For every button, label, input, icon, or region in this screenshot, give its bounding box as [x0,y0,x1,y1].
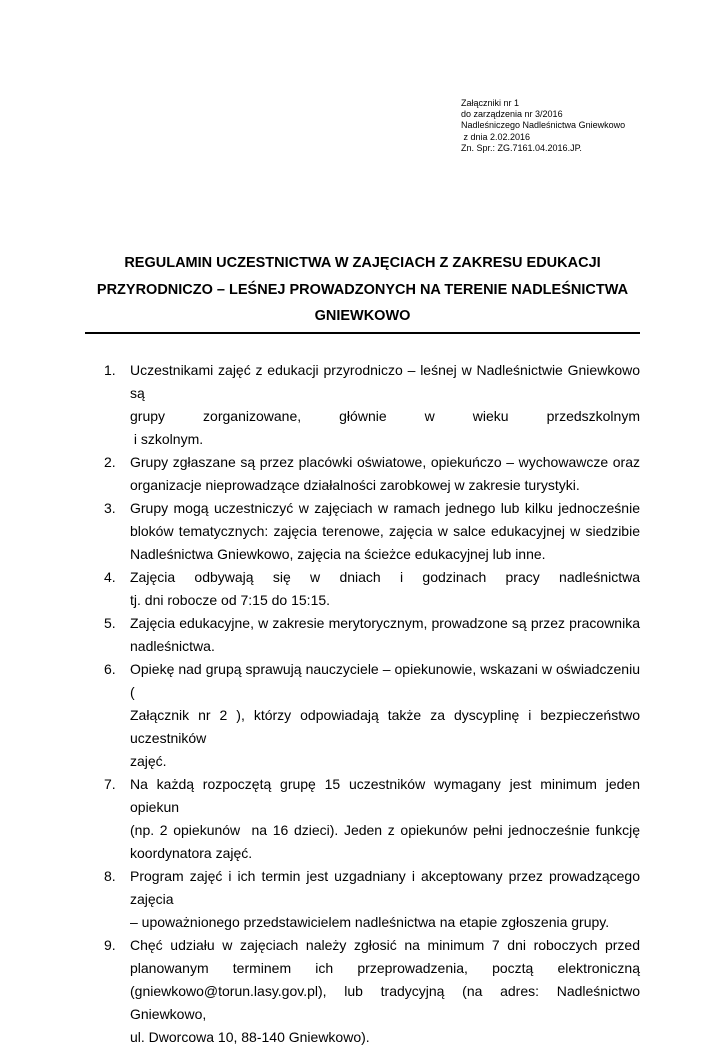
list-item [104,566,640,612]
regulations-list [104,359,640,1049]
item-number: 2. [104,454,116,470]
item-text-line: bloków tematycznych: zajęcia terenowe, zajęcia w salce edukacyjnej w siedzibie [130,523,640,539]
list-item [104,773,640,865]
item-number: 7. [104,776,116,792]
item-text-line: Opiekę nad grupą sprawują nauczyciele – opiekunowie, wskazani w oświadczeniu ( [130,661,640,700]
item-text-line: Zajęcia odbywają się w dniach i godzinach pracy nadleśnictwa [130,569,640,585]
attachment-note-line: Załączniki nr 1 [461,98,520,108]
item-number: 1. [104,362,116,378]
item-text-line: planowanym terminem ich przeprowadzenia, pocztą elektroniczną [130,960,640,976]
item-number: 5. [104,615,116,631]
item-text-line: Zajęcia edukacyjne, w zakresie merytorycznym, prowadzone są przez pracownika [130,615,640,631]
list-item [104,497,640,566]
item-text-line: (gniewkowo@torun.lasy.gov.pl), lub tradycyjną (na adres: Nadleśnictwo Gniewkowo, [130,983,640,1022]
title-line: REGULAMIN UCZESTNICTWA W ZAJĘCIACH Z ZAKRESU EDUKACJI [124,255,601,271]
title-line: PRZYRODNICZO – LEŚNEJ PROWADZONYCH NA TERENIE NADLEŚNICTWA [96,281,629,298]
attachment-note [461,98,625,154]
item-text-line: tj. dni robocze od 7:15 do 15:15. [130,592,331,608]
list-item [104,934,640,1049]
attachment-note-line: Nadleśniczego Nadleśnictwa Gniewkowo [461,120,626,131]
item-number: 4. [104,569,116,585]
document-title [80,250,645,330]
item-text-line: koordynatora zajęć. [130,845,253,861]
item-text-line: – upoważnionego przedstawicielem nadleśnictwa na etapie zgłoszenia grupy. [130,914,610,930]
attachment-note-line: do zarządzenia nr 3/2016 [461,109,563,120]
item-text-line: (np. 2 opiekunów na 16 dzieci). Jeden z opiekunów pełni jednocześnie funkcję [130,822,640,838]
list-item [104,359,640,451]
attachment-note-line: z dnia 2.02.2016 [461,131,531,142]
item-text-line: nadleśnictwa. [130,638,215,654]
item-text-line: Nadleśnictwa Gniewkowo, zajęcia na ścieżce edukacyjnej lub inne. [130,546,546,562]
title-divider [85,332,640,334]
item-text-line: Grupy mogą uczestniczyć w zajęciach w ramach jednego lub kilku jednocześnie [130,500,640,516]
list-item [104,865,640,934]
item-text-line: Na każdą rozpoczętą grupę 15 uczestników wymagany jest minimum jeden opiekun [130,776,640,815]
item-number: 8. [104,868,116,884]
item-text-line: Program zajęć i ich termin jest uzgadniany i akceptowany przez prowadzącego zajęcia [130,868,640,907]
item-text-line: Uczestnikami zajęć z edukacji przyrodniczo – leśnej w Nadleśnictwie Gniewkowo są [130,362,640,401]
item-text-line: Załącznik nr 2 ), którzy odpowiadają także za dyscyplinę i bezpieczeństwo uczestników [130,707,640,746]
list-item [104,451,640,497]
item-text-line: zajęć. [130,753,167,769]
item-text-line: Chęć udziału w zajęciach należy zgłosić na minimum 7 dni roboczych przed [130,937,640,953]
item-text-line: Grupy zgłaszane są przez placówki oświatowe, opiekuńczo – wychowawcze oraz [130,454,640,470]
item-text-line: i szkolnym. [130,431,204,447]
attachment-note-line: Zn. Spr.: ZG.7161.04.2016.JP. [461,142,582,153]
item-number: 6. [104,661,116,677]
item-number: 9. [104,937,116,953]
list-item [104,658,640,773]
item-text-line: organizacje nieprowadzące działalności zarobkowej w zakresie turystyki. [130,477,580,493]
item-text-line: ul. Dworcowa 10, 88-140 Gniewkowo). [130,1029,370,1045]
item-text-line: grupy zorganizowane, głównie w wieku przedszkolnym [130,408,640,424]
list-item [104,612,640,658]
title-line: GNIEWKOWO [314,308,411,324]
item-number: 3. [104,500,116,516]
